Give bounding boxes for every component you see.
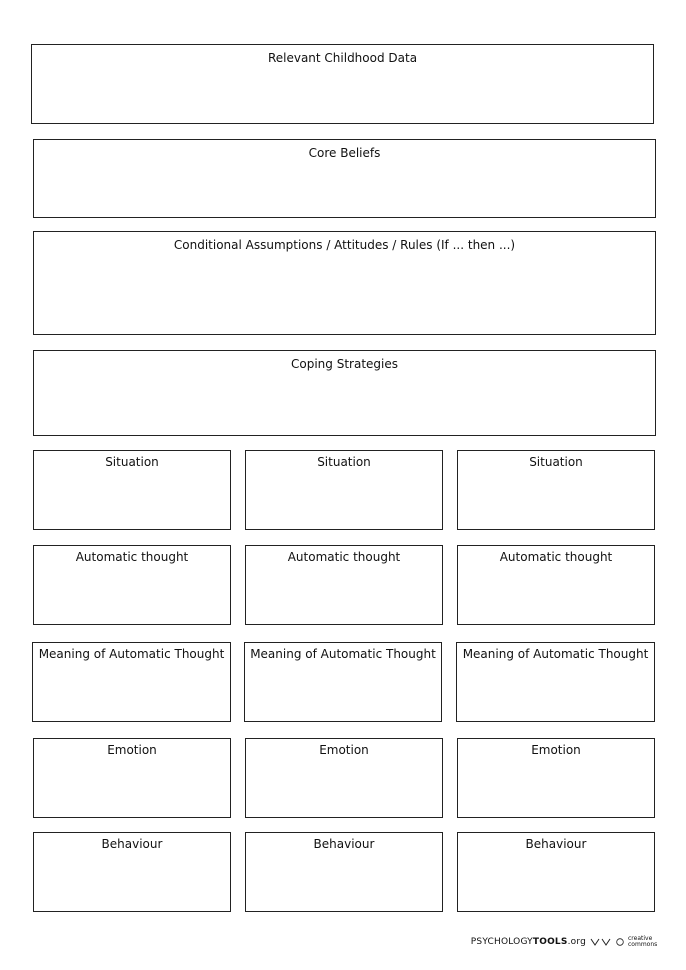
emotion-label: Emotion (531, 743, 581, 757)
brand-bold: TOOLS (532, 937, 568, 947)
behaviour-label: Behaviour (313, 837, 375, 851)
relevant-childhood-data-label: Relevant Childhood Data (267, 51, 418, 65)
automatic-thought-box-3[interactable] (457, 545, 655, 625)
behaviour-box-3[interactable] (457, 832, 655, 912)
emotion-box-1[interactable] (33, 738, 231, 818)
emotion-label: Emotion (107, 743, 157, 757)
conditional-assumptions-box[interactable] (33, 231, 656, 335)
behaviour-label: Behaviour (525, 837, 587, 851)
meaning-label: Meaning of Automatic Thought (38, 647, 225, 661)
automatic-thought-box-2[interactable] (245, 545, 443, 625)
core-beliefs-box[interactable] (33, 139, 656, 218)
behaviour-label: Behaviour (101, 837, 163, 851)
situation-label: Situation (317, 455, 371, 469)
emotion-box-2[interactable] (245, 738, 443, 818)
meaning-box-2[interactable] (244, 642, 442, 722)
automatic-thought-box-1[interactable] (33, 545, 231, 625)
situation-label: Situation (529, 455, 583, 469)
situation-box-2[interactable] (245, 450, 443, 530)
situation-box-3[interactable] (457, 450, 655, 530)
automatic-thought-label: Automatic thought (75, 550, 189, 564)
core-beliefs-label: Core Beliefs (308, 146, 381, 160)
meaning-label: Meaning of Automatic Thought (462, 647, 649, 661)
creative-commons-badge-icon (590, 937, 612, 947)
automatic-thought-label: Automatic thought (499, 550, 613, 564)
creative-commons-label: creative commons (628, 935, 658, 948)
relevant-childhood-data-box[interactable] (31, 44, 654, 124)
emotion-box-3[interactable] (457, 738, 655, 818)
footer-credit (471, 936, 656, 948)
psychologytools-logo (471, 937, 586, 947)
brand-suffix: .org (567, 937, 586, 947)
meaning-box-3[interactable] (456, 642, 655, 722)
behaviour-box-1[interactable] (33, 832, 231, 912)
coping-strategies-label: Coping Strategies (291, 357, 398, 371)
situation-label: Situation (105, 455, 159, 469)
coping-strategies-box[interactable] (33, 350, 656, 436)
cc-icon (616, 938, 624, 946)
meaning-label: Meaning of Automatic Thought (250, 647, 436, 661)
behaviour-box-2[interactable] (245, 832, 443, 912)
meaning-box-1[interactable] (32, 642, 231, 722)
conditional-assumptions-label: Conditional Assumptions / Attitudes / Rules (If ... then ...) (173, 238, 516, 252)
brand-prefix: PSYCHOLOGY (470, 937, 533, 947)
emotion-label: Emotion (319, 743, 369, 757)
situation-box-1[interactable] (33, 450, 231, 530)
automatic-thought-label: Automatic thought (287, 550, 401, 564)
